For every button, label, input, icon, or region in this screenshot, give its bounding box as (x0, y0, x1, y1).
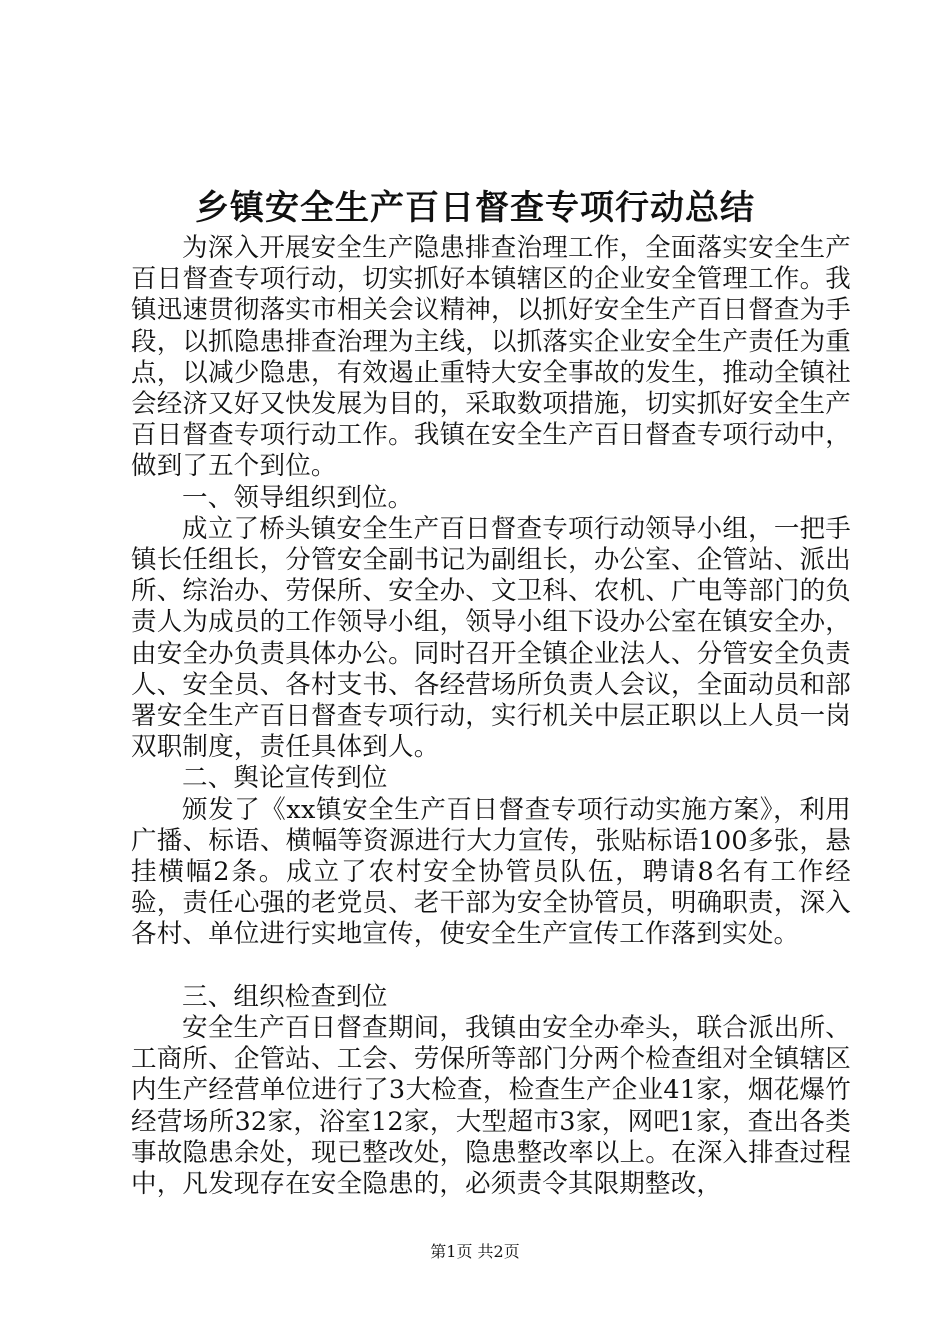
document-title: 乡镇安全生产百日督查专项行动总结 (195, 188, 755, 228)
document-body (131, 233, 851, 1200)
section-1-paragraph: 成立了桥头镇安全生产百日督查专项行动领导小组，一把手镇长任组长，分管安全副书记为副组长，办公室、企管站、派出所、综治办、劳保所、安全办、文卫科、农机、广电等部门的负责人为成员的工作领导小组，领导小组下设办公室在镇安全办，由安全办负责具体办公。同时召开全镇企业法人、分管安全负责人、安全员、各村支书、各经营场所负责人会议，全面动员和部署安全生产百日督查专项行动，实行机关中层正职以上人员一岗双职制度，责任具体到人。 (131, 513, 851, 763)
section-heading-1: 一、领导组织到位。 (182, 482, 414, 513)
section-2-paragraph: 颁发了《xx镇安全生产百日督查专项行动实施方案》，利用广播、标语、横幅等资源进行大力宣传，张贴标语100多张，悬挂横幅2条。成立了农村安全协管员队伍，聘请8名有工作经验，责任心强的老党员、老干部为安全协管员，明确职责，深入各村、单位进行实地宣传，使安全生产宣传工作落到实处。 (131, 794, 851, 950)
section-heading-3: 三、组织检查到位 (182, 981, 388, 1012)
page-number-footer: 第1页 共2页 (430, 1242, 520, 1261)
section-heading-2: 二、舆论宣传到位 (182, 763, 388, 794)
section-3-paragraph: 安全生产百日督查期间，我镇由安全办牵头，联合派出所、工商所、企管站、工会、劳保所等部门分两个检查组对全镇辖区内生产经营单位进行了3大检查，检查生产企业41家，烟花爆竹经营场所32家，浴室12家，大型超市3家，网吧1家，查出各类事故隐患余处，现已整改处，隐患整改率以上。在深入排查过程中，凡发现存在安全隐患的，必须责令其限期整改， (131, 1013, 851, 1200)
intro-paragraph: 为深入开展安全生产隐患排查治理工作，全面落实安全生产百日督查专项行动，切实抓好本镇辖区的企业安全管理工作。我镇迅速贯彻落实市相关会议精神，以抓好安全生产百日督查为手段，以抓隐患排查治理为主线，以抓落实企业安全生产责任为重点，以减少隐患，有效遏止重特大安全事故的发生，推动全镇社会经济又好又快发展为目的，采取数项措施，切实抓好安全生产百日督查专项行动工作。我镇在安全生产百日督查专项行动中，做到了五个到位。 (131, 233, 851, 482)
blank-line (131, 951, 851, 982)
